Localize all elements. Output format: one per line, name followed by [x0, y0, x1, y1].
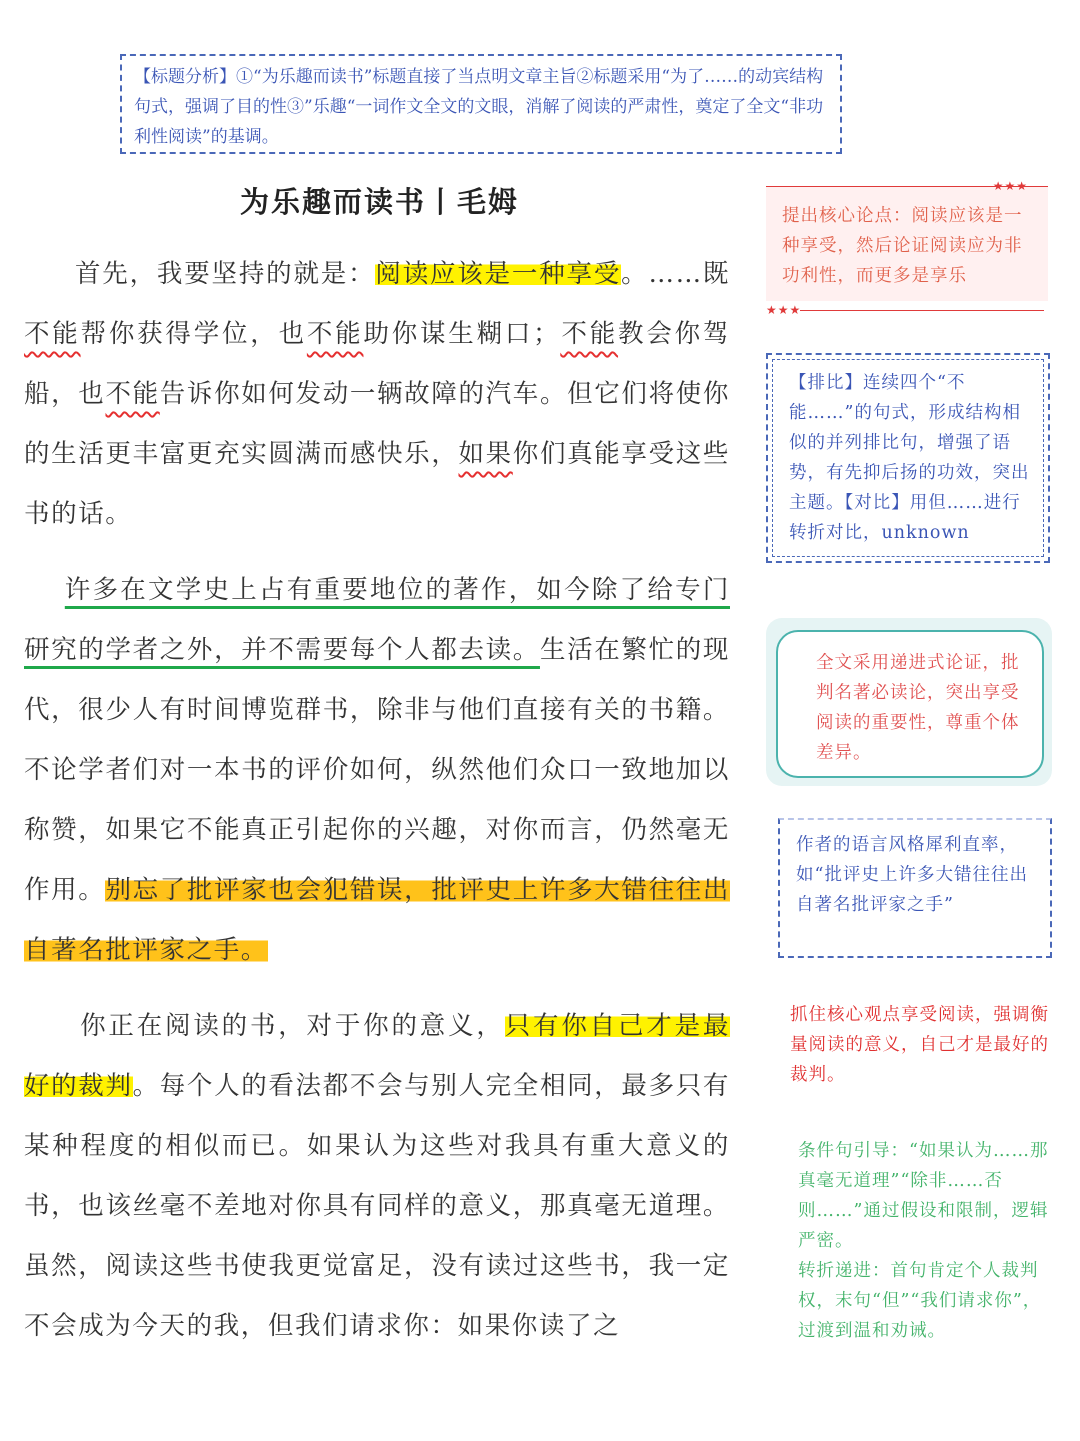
- para2-text: 生活在繁忙的现代，很少人有时间博览群书，除非与他们直接有关的书籍。不论学者们对一本书的评价如何，纵然他们众口一致地加以称赞，如果它不能真正引起你的兴趣，对你而言，仍然毫无作用。: [24, 635, 731, 905]
- para1-text: 帮你获得学位，也: [80, 319, 307, 349]
- rhetoric-note: [766, 353, 1050, 563]
- method-text: 全文采用递进式论证，批判名著必读论，突出享受阅读的重要性，尊重个体差异。: [816, 653, 1020, 763]
- para1-text: 你们真能享受这些书的话。: [24, 439, 730, 529]
- title-analysis-text: 【标题分析】①“为乐趣而读书”标题直接了当点明文章主旨②标题采用“为了……的动宾结构句式，强调了目的性③”乐趣“一词作文全文的文眼，消解了阅读的严肃性，奠定了全文“非功利性阅读”的基调。: [134, 67, 824, 147]
- wavy-underline-bu-neng: 不能: [560, 319, 619, 349]
- title-analysis-box: [120, 54, 842, 154]
- para1-text: 教会你驾船，也: [24, 319, 731, 409]
- highlight-best-judge: 只有你自己才是最好的裁判: [24, 1011, 730, 1101]
- wavy-underline-bu-neng: 不能: [105, 379, 160, 409]
- document-title: 为乐趣而读书丨毛姆: [240, 185, 520, 219]
- para1-text: 告诉你如何发动一辆故障的汽车。但它们将使你的生活更丰富更充实圆满而感快乐，: [24, 379, 730, 469]
- logic-note: [798, 1136, 1056, 1346]
- wavy-underline-ru-guo: 如果: [458, 439, 513, 469]
- paragraph-3: [24, 996, 730, 1356]
- paragraph-1: [24, 244, 730, 544]
- logic-note-transition: 转折递进：首句肯定个人裁判权，末句“但”“我们请求你”，过渡到温和劝诫。: [798, 1261, 1042, 1341]
- para3-text: 。每个人的看法都不会与别人完全相同，最多只有某种程度的相似而已。如果认为这些对我具有重大意义的书，也该丝毫不差地对你具有同样的意义，那真毫无道理。虽然，阅读这些书使我更觉富足，没有读过这些书，我一定不会成为今天的我，但我们请求你：如果你读了之: [24, 1071, 730, 1341]
- rhetoric-note-inner: [772, 359, 1044, 557]
- judge-note: 抓住核心观点享受阅读，强调衡量阅读的意义，自己才是最好的裁判。: [790, 1005, 1049, 1085]
- divider-line: [800, 310, 1044, 311]
- core-argument-text: 提出核心论点：阅读应该是一种享受，然后论证阅读应为非功利性，而更多是享乐: [782, 206, 1023, 286]
- language-style-text: 作者的语言风格犀利直率，如“批评史上许多大错往往出自著名批评家之手”: [796, 835, 1028, 915]
- star-decoration-icon: ★★★: [992, 179, 1028, 193]
- core-argument-note: [766, 179, 1048, 317]
- method-note: [776, 630, 1044, 778]
- highlight-critics-error: 别忘了批评家也会犯错误，批评史上许多大错往往出自著名批评家之手。: [24, 875, 730, 965]
- language-style-note: [778, 818, 1052, 958]
- star-decoration-icon: ★★★: [766, 303, 802, 317]
- para3-text: 你正在阅读的书，对于你的意义，: [80, 1011, 505, 1041]
- para1-text: 。……既: [621, 259, 730, 289]
- wavy-underline-bu-neng: 不能: [306, 319, 364, 349]
- logic-note-condition: 条件句引导：“如果认为……那真毫无道理”“除非……否则……”通过假设和限制，逻辑严密。: [798, 1141, 1049, 1251]
- para1-text: 首先，我要坚持的就是：: [75, 259, 376, 289]
- paragraph-2: [24, 560, 730, 980]
- highlight-core-thesis: 阅读应该是一种享受: [375, 259, 622, 289]
- rhetoric-text: 【排比】连续四个“不能……”的句式，形成结构相似的并列排比句，增强了语势，有先抑后扬的功效，突出主题。【对比】用但……进行转折对比，unknown: [789, 373, 1030, 543]
- underline-green-sentence: 许多在文学史上占有重要地位的著作，如今除了给专门研究的学者之外，并不需要每个人都去读。: [24, 575, 730, 665]
- para1-text: 助你谋生糊口；: [363, 319, 561, 349]
- wavy-underline-bu-neng: 不能: [24, 319, 81, 349]
